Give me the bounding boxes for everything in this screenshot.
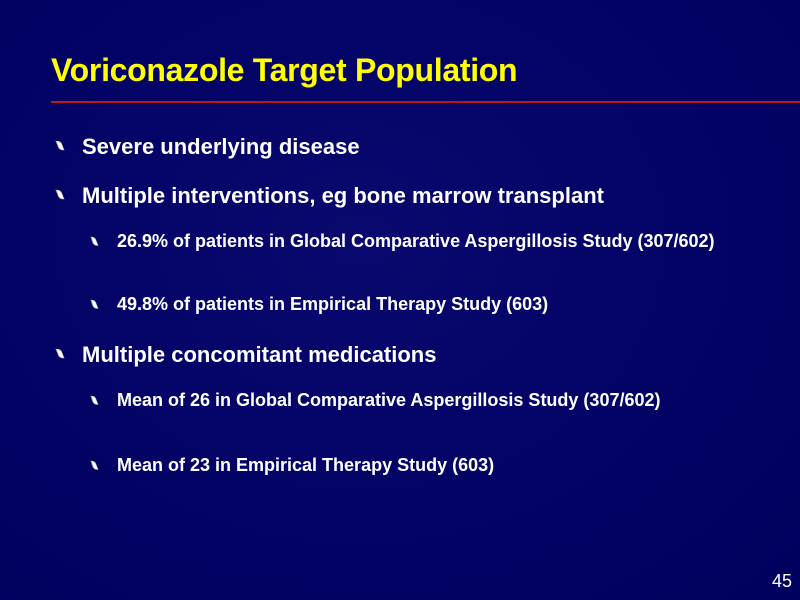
curved-bullet-icon — [55, 189, 65, 201]
page-number: 45 — [771, 571, 792, 591]
curved-bullet-icon — [90, 299, 99, 310]
sub-bullet-text: 26.9% of patients in Global Comparative Aspergillosis Study (307/602) — [117, 231, 715, 251]
sub-bullet-text: Mean of 26 in Global Comparative Aspergillosis Study (307/602) — [117, 390, 661, 410]
curved-bullet-icon — [55, 348, 65, 360]
sub-bullet-text: Mean of 23 in Empirical Therapy Study (603) — [117, 455, 495, 475]
bullet-text: Severe underlying disease — [82, 134, 360, 159]
bullet-text: Multiple concomitant medications — [82, 342, 437, 367]
slide-title: Voriconazole Target Population — [51, 52, 518, 88]
curved-bullet-icon — [90, 236, 99, 247]
curved-bullet-icon — [90, 460, 99, 471]
curved-bullet-icon — [90, 395, 99, 406]
bullet-text: Multiple interventions, eg bone marrow transplant — [82, 183, 604, 208]
sub-bullet-text: 49.8% of patients in Empirical Therapy Study (603) — [117, 294, 549, 314]
curved-bullet-icon — [55, 140, 65, 152]
